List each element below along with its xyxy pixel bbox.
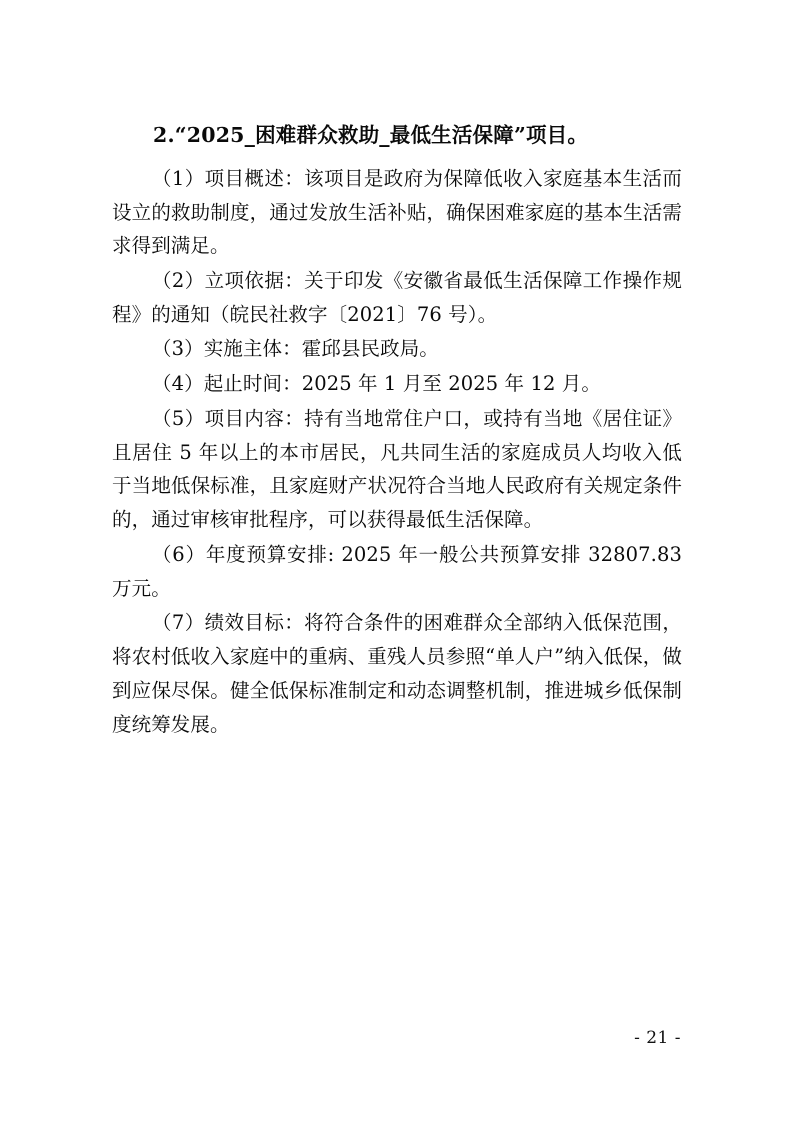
paragraph-project-content: （5）项目内容：持有当地常住户口，或持有当地《居住证》且居住 5 年以上的本市居民，凡共同生活的家庭成员人均收入低于当地低保标准，且家庭财产状况符合当地人民政府有关规定条件的，通过审核审批程序，可以获得最低生活保障。: [112, 406, 682, 532]
section-heading: 2.“2025_困难群众救助_最低生活保障”项目。: [153, 123, 589, 147]
paragraph-performance-goal: （7）绩效目标：将符合条件的困难群众全部纳入低保范围，将农村低收入家庭中的重病、重残人员参照“单人户”纳入低保，做到应保尽保。健全低保标准制定和动态调整机制，推进城乡低保制度统筹发展。: [112, 611, 682, 736]
paragraph-annual-budget: （6）年度预算安排: 2025 年一般公共预算安排 32807.83 万元。: [112, 542, 682, 600]
paragraph-implementing-entity: （3）实施主体：霍邱县民政局。: [152, 337, 439, 361]
paragraph-project-overview: （1）项目概述：该项目是政府为保障低收入家庭基本生活而设立的救助制度，通过发放生活补贴，确保困难家庭的基本生活需求得到满足。: [112, 166, 682, 258]
document-body: [112, 120, 682, 741]
paragraph-legal-basis: （2）立项依据：关于印发《安徽省最低生活保障工作操作规程》的通知（皖民社救字〔2021〕76 号）。: [112, 268, 682, 326]
page-number: - 21 -: [634, 1028, 681, 1048]
paragraph-duration: （4）起止时间：2025 年 1 月至 2025 年 12 月。: [152, 372, 601, 396]
